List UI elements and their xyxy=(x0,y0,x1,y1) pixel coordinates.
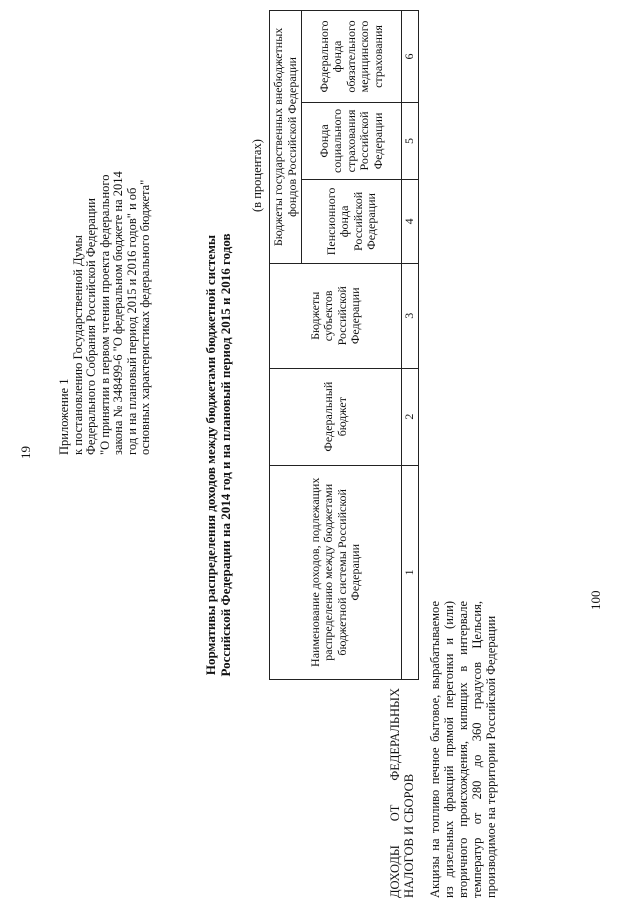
appendix-line: к постановлению Государственной Думы xyxy=(70,235,85,455)
units-label: (в процентах) xyxy=(250,139,264,212)
title-line: Российской Федерации на 2014 год и на плановый период 2015 и 2016 годов xyxy=(218,233,233,677)
section-heading-line: НАЛОГОВ И СБОРОВ xyxy=(402,773,416,898)
revenue-item-text: Акцизы на топливо печное бытовое, вырабатываемое из дизельных фракций прямой перегонки и (или) вторичного происхождения, кипящих в интервале температур от 280 до 360 градусов Цельсия, производимое на территории Российской Федерации xyxy=(428,601,498,898)
appendix-note xyxy=(58,155,153,455)
federal-budget-value: 100 xyxy=(588,590,603,610)
header-extrabudgetary-group: Бюджеты государственных внебюджетных фондов Российской Федерации xyxy=(270,11,302,264)
header-medical: Федерального фонда обязательного медицинского страхования xyxy=(302,11,402,103)
column-number: 1 xyxy=(402,465,419,679)
section-heading-line: ДОХОДЫ ОТ ФЕДЕРАЛЬНЫХ xyxy=(388,688,402,898)
appendix-line: Приложение 1 xyxy=(57,378,71,455)
appendix-line: год и на плановый период 2015 и 2016 годов" и об xyxy=(124,187,139,455)
page-number: 19 xyxy=(18,446,33,459)
column-number-row xyxy=(402,11,419,680)
document-title xyxy=(203,175,233,735)
title-line: Нормативы распределения доходов между бюджетами бюджетной системы xyxy=(203,234,218,676)
column-number: 3 xyxy=(402,263,419,368)
column-number: 6 xyxy=(402,11,419,103)
table-header-row xyxy=(270,11,302,680)
header-regional: Бюджеты субъектов Российской Федерации xyxy=(270,263,402,368)
header-social: Фонда социального страхования Российской Федерации xyxy=(302,102,402,179)
column-number: 2 xyxy=(402,368,419,465)
appendix-line: закона № 348499-6 "О федеральном бюджете на 2014 xyxy=(111,171,125,455)
appendix-line: Федерального Собрания Российской Федерации xyxy=(84,198,98,455)
distribution-table xyxy=(269,10,419,680)
header-pension: Пенсионного фонда Российской Федерации xyxy=(302,179,402,263)
appendix-line: основных характеристиках федерального бюджета" xyxy=(138,179,152,455)
column-number: 5 xyxy=(402,102,419,179)
header-name: Наименование доходов, подлежащих распределению между бюджетами бюджетной системы Российской Федерации xyxy=(270,465,402,679)
section-heading xyxy=(388,688,416,898)
header-federal: Федеральный бюджет xyxy=(270,368,402,465)
column-number: 4 xyxy=(402,179,419,263)
appendix-line: "О принятии в первом чтении проекта федерального xyxy=(97,174,112,455)
